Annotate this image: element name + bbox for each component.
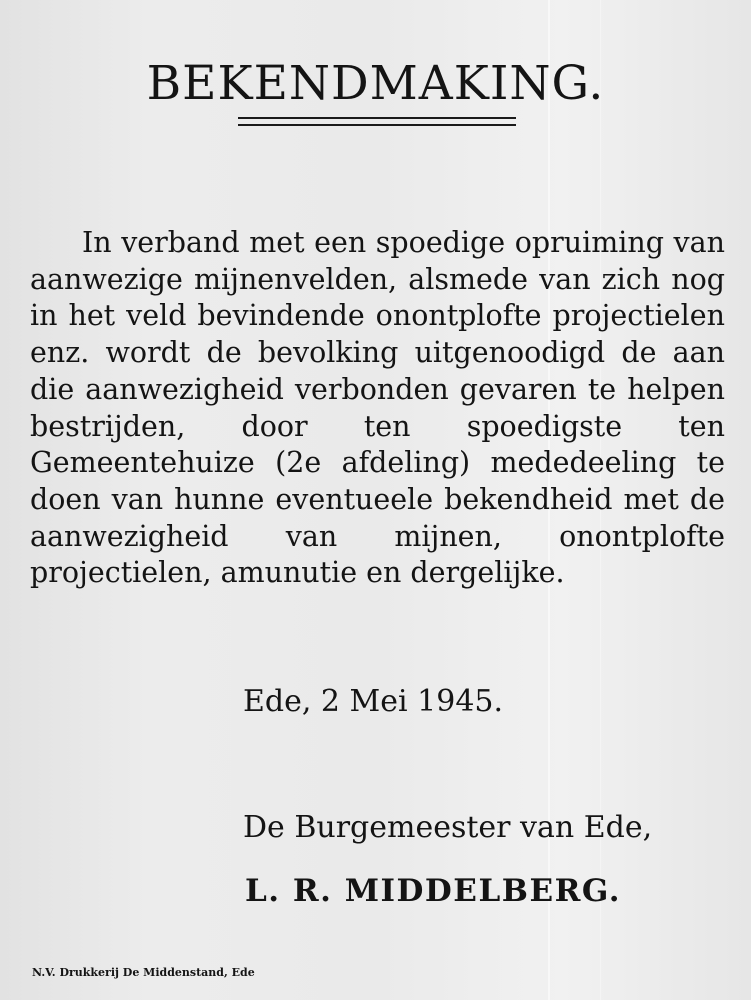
- date-line: Ede, 2 Mei 1945.: [243, 684, 504, 719]
- printer-credit: N.V. Drukkerij De Middenstand, Ede: [32, 966, 255, 979]
- title-underline-bottom: [238, 124, 516, 126]
- announcement-body: In verband met een spoedige opruiming van aanwezige mijnenvelden, alsmede van zich nog in het veld bevindende onontplofte projectielen enz. wordt de bevolking uitgenoodigd de aan die aanwezigheid verbonden gevaren te helpen bestrijden, door ten spoedigste ten Gemeentehuize (2e afdeling) mededeeling te doen van hunne eventueele bekendheid met de aanwezigheid van mijnen, onontplofte projectielen, amunutie en dergelijke.: [30, 226, 725, 590]
- signatory-name: L. R. MIDDELBERG.: [245, 873, 621, 909]
- poster-title: BEKENDMAKING.: [146, 56, 605, 111]
- office-line: De Burgemeester van Ede,: [243, 810, 653, 845]
- title-underline-top: [238, 117, 516, 119]
